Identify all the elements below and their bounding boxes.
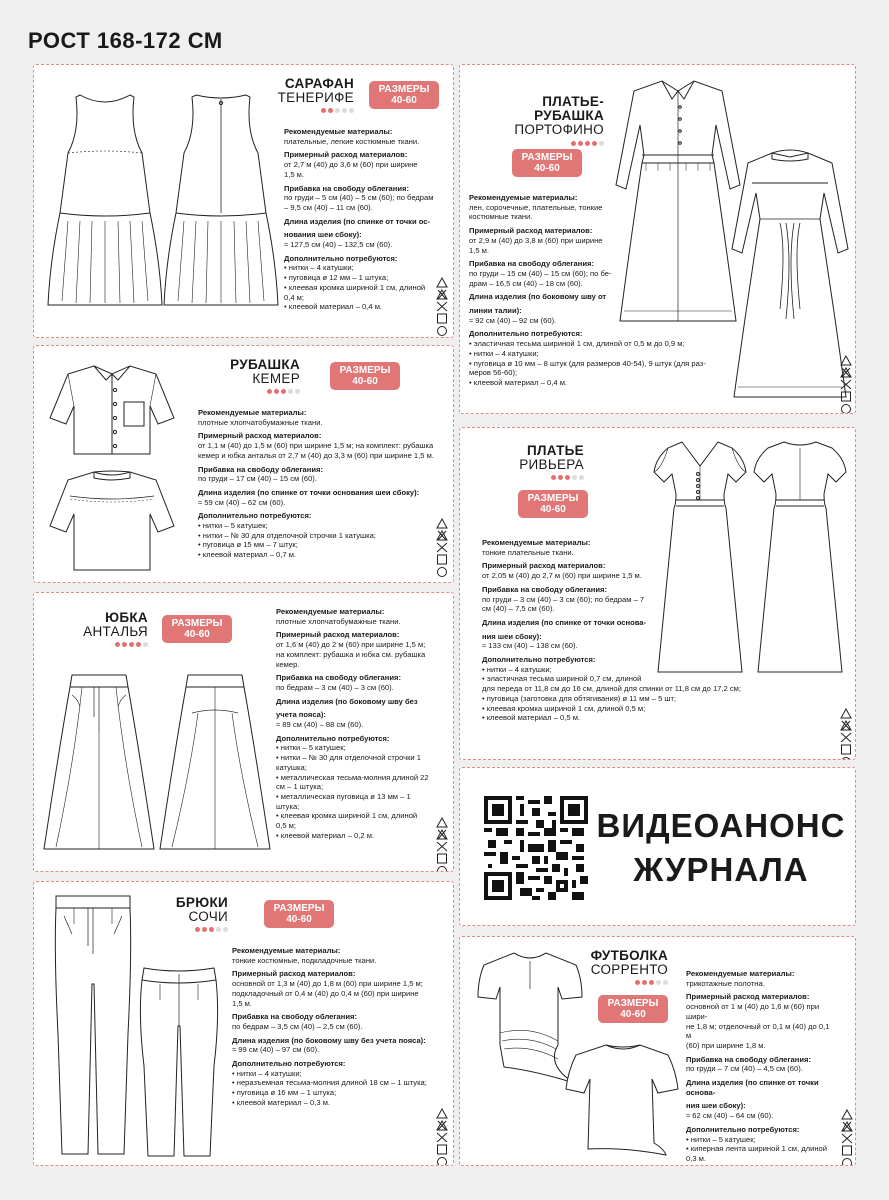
spec-line: • эластичная тесьма шириной 0,7 см, длиной: [482, 674, 642, 684]
spec-line: от 2,7 м (40) до 3,6 м (60) при ширине: [284, 160, 418, 170]
video-title-line2: ЖУРНАЛА: [633, 851, 809, 888]
care-symbols: [840, 708, 852, 760]
spec-line: 1,5 м.: [469, 245, 489, 255]
difficulty-dot-filled: [136, 642, 141, 647]
card-yubka: [33, 592, 454, 872]
dry-icon: [438, 314, 447, 323]
difficulty-dots: [194, 389, 300, 394]
sketch-rubashka-front: [48, 362, 176, 458]
sketch-yubka-back: [158, 673, 272, 853]
title-sarafan: [254, 77, 354, 113]
difficulty-dot-empty: [335, 108, 340, 113]
spec-line: основной от 1 м (40) до 1,6 м (60) при шири-: [686, 1002, 820, 1021]
spec-heading: Прибавка на свободу облегания:: [482, 584, 607, 594]
spec-line: • киперная лента шириной 1 см, длиной: [686, 1144, 828, 1154]
spec-line: • металлическая пуговица ø 13 мм – 1: [276, 791, 411, 801]
card-futbolka: [459, 936, 856, 1166]
spec-line: костюмные ткани.: [469, 212, 533, 222]
difficulty-dot-filled: [585, 141, 590, 146]
specs-plate-rubashka: [469, 193, 731, 388]
product-model: КЕМЕР: [252, 371, 300, 387]
difficulty-dot-filled: [122, 642, 127, 647]
dry-clean-icon: [438, 568, 447, 577]
bleach-icon: [437, 1109, 447, 1118]
spec-line: – 9,5 см (40) – 11 см (60).: [284, 202, 373, 212]
spec-heading: Дополнительно потребуются:: [276, 733, 390, 743]
spec-heading: Примерный расход материалов:: [482, 561, 606, 571]
spec-line: по груди – 15 см (40) – 15 см (60); по бе-: [469, 268, 612, 278]
spec-line: кемер и юбка анталья от 2,7 м (40) до 3,3 м (60) при ширине 1,5 м.: [198, 450, 434, 460]
spec-line: • нитки – 5 катушек;: [686, 1134, 756, 1144]
spec-line: • нитки – № 30 для отделочной строчки 1: [276, 753, 421, 763]
card-plate-riviera: [459, 427, 856, 760]
spec-heading: Длина изделия (по спинке от точки основания шеи сбоку):: [198, 487, 420, 497]
spec-heading: ния шеи сбоку):: [686, 1101, 746, 1111]
dry-clean-icon: [438, 327, 447, 336]
sketch-portofino-back: [728, 149, 852, 401]
spec-line: • клеевая кромка шириной 1 см, длиной: [276, 811, 418, 821]
title-rubashka: [194, 358, 300, 394]
spec-line: по бедрам – 3,5 см (40) – 2,5 см (60).: [232, 1021, 363, 1031]
product-name: САРАФАН: [284, 76, 354, 91]
sizes-badge-range: 40-60: [286, 914, 312, 925]
difficulty-dot-filled: [551, 475, 556, 480]
product-model: ТЕНЕРИФЕ: [277, 90, 354, 106]
sizes-badge-label: РАЗМЕРЫ: [273, 903, 325, 914]
difficulty-dot-filled: [321, 108, 326, 113]
sketch-riviera-back: [752, 438, 848, 676]
sketch-futbolka-back: [564, 1041, 682, 1159]
no-bleach-icon: [841, 368, 851, 377]
spec-line: основной от 1,3 м (40) до 1,8 м (60) при ширине 1,5 м;: [232, 979, 423, 989]
difficulty-dot-empty: [223, 927, 228, 932]
spec-heading: Дополнительно потребуются:: [469, 329, 583, 339]
difficulty-dots: [480, 141, 604, 146]
spec-line: трикотажные полотна.: [686, 978, 765, 988]
bleach-icon: [842, 1110, 852, 1119]
bleach-icon: [437, 278, 447, 287]
sketch-sarafan-front: [46, 91, 164, 309]
spec-line: • нитки – 4 катушки;: [284, 263, 354, 273]
qr-code[interactable]: [484, 796, 588, 900]
sizes-badge: [512, 149, 582, 177]
spec-heading: ния шеи сбоку):: [482, 631, 542, 641]
title-plate-riviera: [500, 444, 584, 480]
difficulty-dot-empty: [143, 642, 148, 647]
spec-heading: Рекомендуемые материалы:: [482, 538, 591, 547]
difficulty-dot-filled: [195, 927, 200, 932]
sizes-badge-label: РАЗМЕРЫ: [378, 84, 430, 95]
spec-heading: Длина изделия (по боковому шву без: [276, 696, 418, 706]
spec-line: подкладочный от 0,4 м (40) до 0,4 м (60) при ширине: [232, 988, 419, 998]
spec-heading: Примерный расход материалов:: [276, 630, 400, 640]
dry-clean-icon: [438, 867, 447, 873]
spec-heading: Прибавка на свободу облегания:: [686, 1054, 811, 1064]
spec-line: по груди – 3 см (40) – 3 см (60); по бедрам – 7: [482, 594, 645, 604]
sketch-yubka-front: [42, 673, 156, 853]
video-announce-title: [596, 804, 846, 892]
no-tumble-icon: [842, 1134, 852, 1143]
spec-line: ≈ 62 см (40) – 64 см (60).: [686, 1111, 774, 1121]
title-futbolka: [580, 949, 668, 985]
spec-line: • нитки – 5 катушек;: [198, 521, 268, 531]
difficulty-dot-empty: [572, 475, 577, 480]
spec-line: 0,4 м;: [284, 292, 304, 302]
dry-clean-icon: [843, 1159, 852, 1167]
spec-line: • клеевой материал – 0,4 м.: [469, 377, 568, 387]
spec-line: • пуговица ø 12 мм – 1 штука;: [284, 273, 389, 283]
spec-line: от 2,05 м (40) до 2,7 м (60) при ширине 1,5 м.: [482, 571, 642, 581]
difficulty-dot-filled: [202, 927, 207, 932]
spec-heading: Примерный расход материалов:: [232, 969, 356, 979]
difficulty-dot-filled: [281, 389, 286, 394]
sizes-badge-label: РАЗМЕРЫ: [171, 618, 223, 629]
difficulty-dot-filled: [592, 141, 597, 146]
sizes-badge-label: РАЗМЕРЫ: [527, 493, 579, 504]
spec-line: плательные, легкие костюмные ткани.: [284, 136, 420, 146]
spec-heading: Прибавка на свободу облегания:: [276, 673, 401, 683]
difficulty-dot-empty: [288, 389, 293, 394]
difficulty-dot-filled: [565, 475, 570, 480]
card-video: [459, 767, 856, 926]
spec-heading: Дополнительно потребуются:: [686, 1124, 800, 1134]
card-bryuki: [33, 881, 454, 1166]
sizes-badge-label: РАЗМЕРЫ: [607, 998, 659, 1009]
difficulty-dots: [500, 475, 584, 480]
spec-line: для переда от 11,8 см до 16 см, длиной для спинки от 11,8 см до 17,2 см;: [482, 684, 741, 694]
spec-line: 0,5 м;: [276, 821, 296, 831]
spec-line: • пуговица (заготовка для обтягивания) ø 11 мм – 5 шт;: [482, 693, 677, 703]
dry-icon: [438, 854, 447, 863]
spec-line: ≈ 99 см (40) – 97 см (60).: [232, 1045, 320, 1055]
spec-line: • неразъемная тесьма-молния длиной 18 см – 1 штука;: [232, 1078, 427, 1088]
dry-icon: [842, 745, 851, 754]
difficulty-dot-empty: [663, 980, 668, 985]
difficulty-dot-empty: [349, 108, 354, 113]
spec-heading: Рекомендуемые материалы:: [469, 193, 578, 202]
no-tumble-icon: [437, 1133, 447, 1142]
product-model: РИВЬЕРА: [519, 457, 584, 473]
spec-heading: Рекомендуемые материалы:: [276, 607, 385, 616]
spec-heading: Длина изделия (по спинке от точки основа-: [482, 617, 647, 627]
difficulty-dot-filled: [642, 980, 647, 985]
spec-line: от 1,1 м (40) до 1,5 м (60) при ширине 1,5 м; на комплект: рубашка: [198, 441, 434, 451]
spec-line: плотные хлопчатобумажные ткани.: [198, 417, 323, 427]
spec-line: • пуговица ø 15 мм – 7 штук;: [198, 540, 298, 550]
spec-heading: учета пояса):: [276, 710, 326, 720]
product-model: АНТАЛЬЯ: [83, 624, 148, 640]
spec-line: • нитки – 4 катушки;: [469, 348, 539, 358]
dry-clean-icon: [438, 1158, 447, 1167]
spec-heading: Длина изделия (по боковому шву без учета пояса):: [232, 1035, 426, 1045]
title-plate-rubashka: [480, 95, 604, 146]
page-title: РОСТ 168-172 СМ: [28, 28, 223, 53]
spec-line: от 2,9 м (40) до 3,8 м (60) при ширине: [469, 235, 603, 245]
sizes-badge-range: 40-60: [391, 95, 417, 106]
difficulty-dot-filled: [558, 475, 563, 480]
specs-rubashka: [198, 408, 438, 560]
spec-line: по груди – 7 см (40) – 4,5 см (60).: [686, 1064, 803, 1074]
difficulty-dot-filled: [571, 141, 576, 146]
difficulty-dots: [154, 927, 228, 932]
specs-sarafan: [284, 127, 436, 312]
spec-heading: Длина изделия (по спинке от точки основа-: [686, 1078, 819, 1097]
care-symbols: [436, 518, 448, 578]
spec-line: • клеевой материал – 0,4 м.: [284, 302, 383, 312]
no-tumble-icon: [841, 733, 851, 742]
difficulty-dot-filled: [649, 980, 654, 985]
no-bleach-icon: [437, 830, 447, 839]
difficulty-dots: [254, 108, 354, 113]
sizes-badge: [162, 615, 232, 643]
spec-line: (60) при ширине 1,8 м.: [686, 1040, 766, 1050]
no-tumble-icon: [437, 543, 447, 552]
card-plate-rubashka: [459, 64, 856, 414]
spec-line: тонкие плательные ткани.: [482, 547, 574, 557]
care-symbols: [841, 1109, 853, 1166]
spec-line: на комплект: рубашка и юбка см. рубашка: [276, 649, 426, 659]
spec-line: плотные хлопчатобумажные ткани.: [276, 616, 401, 626]
product-name: ЮБКА: [105, 610, 148, 625]
spec-line: • пуговица ø 16 мм – 1 штука;: [232, 1088, 337, 1098]
no-tumble-icon: [841, 380, 851, 389]
spec-line: • нитки – 4 катушки;: [232, 1068, 302, 1078]
spec-line: • клеевая кромка шириной 1 см, длиной: [284, 282, 426, 292]
no-bleach-icon: [842, 1122, 852, 1131]
product-model: СОЧИ: [188, 909, 228, 925]
specs-futbolka: [686, 969, 836, 1164]
spec-heading: Примерный расход материалов:: [198, 431, 322, 441]
spec-heading: нования шеи сбоку):: [284, 230, 362, 240]
difficulty-dot-filled: [129, 642, 134, 647]
no-tumble-icon: [437, 842, 447, 851]
difficulty-dot-filled: [635, 980, 640, 985]
spec-heading: линии талии):: [469, 306, 522, 316]
spec-line: по груди – 5 см (40) – 5 см (60); по бедрам: [284, 193, 434, 203]
spec-line: • пуговица ø 10 мм – 8 штук (для размеров 40-54), 9 штук (для раз-: [469, 358, 706, 368]
product-name: ФУТБОЛКА: [590, 948, 668, 963]
no-bleach-icon: [437, 1121, 447, 1130]
spec-heading: Примерный расход материалов:: [284, 150, 408, 160]
spec-line: • клеевой материал – 0,7 м.: [198, 550, 297, 560]
no-bleach-icon: [841, 721, 851, 730]
specs-plate-riviera: [482, 538, 752, 723]
dry-icon: [438, 1145, 447, 1154]
bleach-icon: [437, 818, 447, 827]
sizes-badge-label: РАЗМЕРЫ: [521, 152, 573, 163]
spec-line: 0,3 м.: [686, 1153, 706, 1163]
video-title-line1: ВИДЕОАНОНС: [596, 807, 846, 844]
spec-line: • клеевая кромка шириной 1 см, длиной 0,5 м;: [482, 703, 646, 713]
spec-line: драм – 16,5 см (40) – 18 см (60).: [469, 278, 583, 288]
spec-heading: Рекомендуемые материалы:: [198, 408, 307, 417]
no-bleach-icon: [437, 531, 447, 540]
spec-line: • клеевой материал – 0,5 м.: [482, 713, 581, 723]
card-sarafan: [33, 64, 454, 338]
difficulty-dot-filled: [578, 141, 583, 146]
spec-heading: Длина изделия (по боковому шву от: [469, 292, 607, 302]
dry-icon: [843, 1146, 852, 1155]
spec-line: • металлическая тесьма-молния длиной 22: [276, 772, 429, 782]
difficulty-dot-empty: [579, 475, 584, 480]
sizes-badge: [598, 995, 668, 1023]
difficulty-dot-empty: [599, 141, 604, 146]
spec-heading: Дополнительно потребуются:: [198, 511, 312, 521]
spec-heading: Прибавка на свободу облегания:: [232, 1012, 357, 1022]
spec-line: см – 1 штука;: [276, 782, 324, 792]
sizes-badge-range: 40-60: [534, 163, 560, 174]
spec-line: ≈ 89 см (40) – 88 см (60).: [276, 720, 364, 730]
difficulty-dot-filled: [209, 927, 214, 932]
spec-heading: Примерный расход материалов:: [686, 992, 810, 1002]
spec-heading: Дополнительно потребуются:: [284, 253, 398, 263]
spec-line: штука;: [276, 801, 300, 811]
spec-line: тонкие костюмные, подкладочные ткани.: [232, 955, 377, 965]
title-yubka: [48, 611, 148, 647]
spec-line: от 1,6 м (40) до 2 м (60) при ширине 1,5 м;: [276, 640, 426, 650]
care-symbols: [436, 817, 448, 872]
no-tumble-icon: [437, 302, 447, 311]
spec-line: ≈ 127,5 см (40) – 132,5 см (60).: [284, 240, 393, 250]
bleach-icon: [841, 356, 851, 365]
spec-line: • нитки – № 30 для отделочной строчки 1 катушка;: [198, 530, 376, 540]
spec-heading: Рекомендуемые материалы:: [232, 946, 341, 955]
no-bleach-icon: [437, 290, 447, 299]
spec-line: по груди – 17 см (40) – 15 см (60).: [198, 474, 317, 484]
sizes-badge: [518, 490, 588, 518]
care-symbols: [436, 1108, 448, 1166]
product-model: СОРРЕНТО: [590, 962, 668, 978]
spec-heading: Длина изделия (по спинке от точки ос-: [284, 216, 431, 226]
dry-icon: [438, 555, 447, 564]
dry-clean-icon: [842, 758, 851, 761]
specs-bryuki: [232, 946, 436, 1108]
bleach-icon: [437, 519, 447, 528]
spec-line: ≈ 133 см (40) – 138 см (60).: [482, 641, 578, 651]
specs-yubka: [276, 607, 436, 840]
spec-line: • нитки – 5 катушек;: [276, 743, 346, 753]
difficulty-dot-empty: [216, 927, 221, 932]
care-symbols: [840, 355, 852, 414]
spec-heading: Рекомендуемые материалы:: [284, 127, 393, 136]
sizes-badge: [369, 81, 439, 109]
spec-line: 1,5 м.: [284, 169, 304, 179]
title-bryuki: [154, 896, 228, 932]
spec-line: лен, сорочечные, плательные, тонкие: [469, 202, 603, 212]
spec-line: • клеевой материал – 0,3 м.: [232, 1097, 331, 1107]
spec-line: кемер.: [276, 659, 300, 669]
spec-heading: Дополнительно потребуются:: [482, 655, 596, 665]
care-symbols: [436, 277, 448, 337]
spec-line: ≈ 92 см (40) – 92 см (60).: [469, 315, 557, 325]
difficulty-dot-filled: [115, 642, 120, 647]
spec-line: • клеевой материал – 0,2 м.: [276, 830, 375, 840]
spec-line: ≈ 59 см (40) – 62 см (60).: [198, 497, 286, 507]
sketch-rubashka-back: [48, 468, 176, 574]
spec-heading: Рекомендуемые материалы:: [686, 969, 795, 978]
difficulty-dot-filled: [267, 389, 272, 394]
difficulty-dots: [580, 980, 668, 985]
spec-line: • эластичная тесьма шириной 1 см, длиной от 0,5 м до 0,9 м;: [469, 339, 685, 349]
sizes-badge-range: 40-60: [540, 504, 566, 515]
product-name: БРЮКИ: [175, 895, 228, 910]
spec-line: см (40) – 7,5 см (60).: [482, 604, 555, 614]
spec-heading: Прибавка на свободу облегания:: [198, 464, 323, 474]
difficulty-dot-filled: [274, 389, 279, 394]
difficulty-dots: [48, 642, 148, 647]
difficulty-dot-empty: [656, 980, 661, 985]
spec-heading: Дополнительно потребуются:: [232, 1059, 346, 1069]
spec-heading: Прибавка на свободу облегания:: [469, 259, 594, 269]
spec-heading: Примерный расход материалов:: [469, 226, 593, 236]
difficulty-dot-filled: [328, 108, 333, 113]
spec-line: не 1,8 м; отделочный от 0,1 м (40) до 0,1 м: [686, 1021, 830, 1041]
sketch-bryuki-back: [138, 966, 220, 1160]
product-name: ПЛАТЬЕ: [526, 443, 584, 458]
sizes-badge-range: 40-60: [184, 629, 210, 640]
bleach-icon: [841, 709, 851, 718]
product-name: РУБАШКА: [230, 357, 300, 372]
spec-line: по бедрам – 3 см (40) – 3 см (60).: [276, 682, 394, 692]
sizes-badge-range: 40-60: [352, 376, 378, 387]
dry-clean-icon: [842, 405, 851, 414]
spec-heading: Прибавка на свободу облегания:: [284, 183, 409, 193]
sizes-badge-range: 40-60: [620, 1009, 646, 1020]
dry-icon: [842, 392, 851, 401]
spec-line: 1,5 м.: [232, 998, 252, 1008]
sizes-badge: [264, 900, 334, 928]
product-name: ПЛАТЬЕ-РУБАШКА: [534, 94, 604, 124]
spec-line: катушка;: [276, 762, 307, 772]
card-rubashka: [33, 345, 454, 583]
sketch-bryuki-front: [52, 894, 134, 1158]
product-model: ПОРТОФИНО: [514, 122, 604, 138]
difficulty-dot-empty: [295, 389, 300, 394]
sizes-badge-label: РАЗМЕРЫ: [339, 365, 391, 376]
difficulty-dot-empty: [342, 108, 347, 113]
spec-line: меров 56-60);: [469, 368, 518, 378]
sizes-badge: [330, 362, 400, 390]
spec-line: • нитки – 4 катушки;: [482, 664, 552, 674]
sketch-sarafan-back: [162, 91, 280, 309]
